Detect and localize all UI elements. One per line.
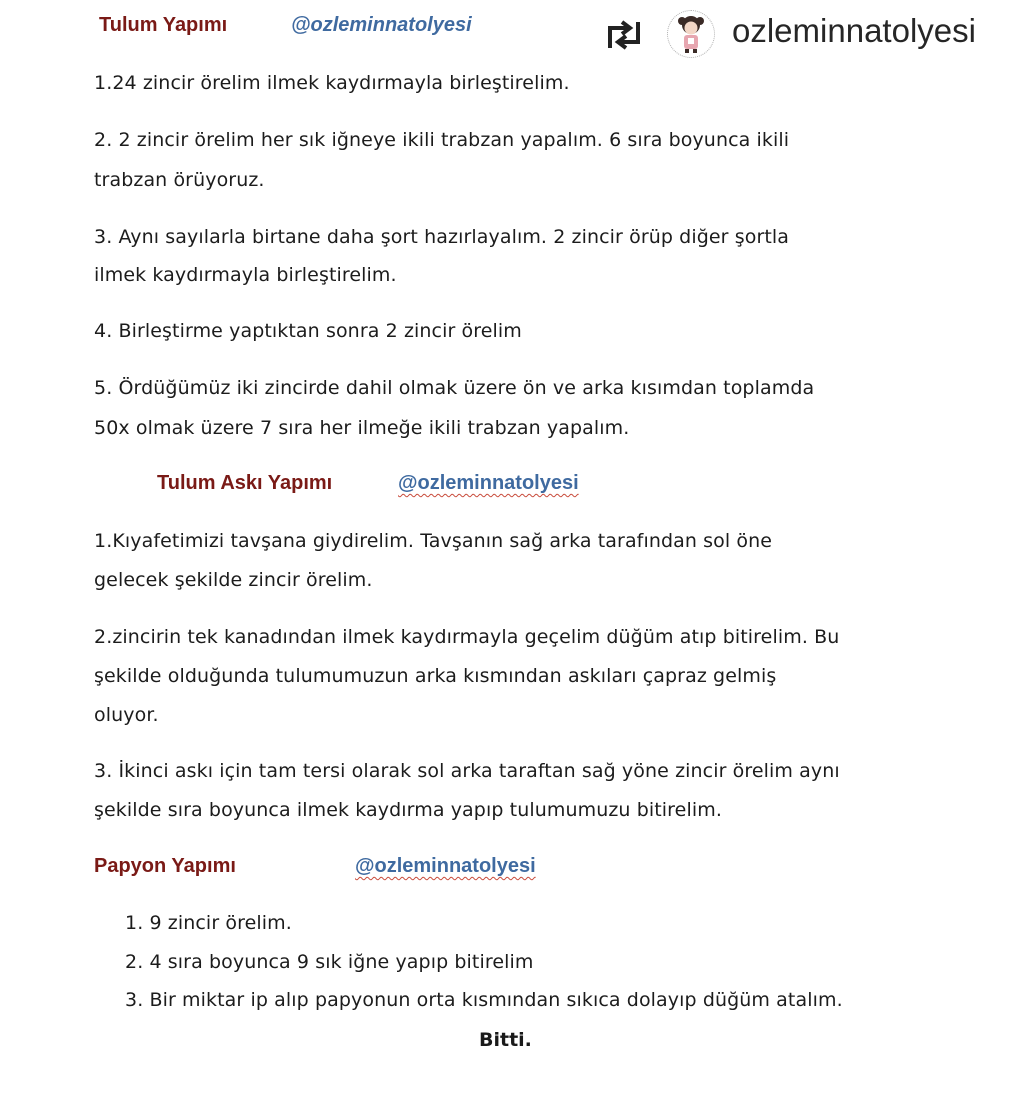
section-handle-aski: @ozleminnatolyesi [398,472,579,494]
step-line: ilmek kaydırmayla birleştirelim. [94,264,397,286]
section-title-papyon: Papyon Yapımı [94,855,236,877]
step-line: şekilde sıra boyunca ilmek kaydırma yapıp tulumumuzu bitirelim. [94,799,722,821]
step-line: 50x olmak üzere 7 sıra her ilmeğe ikili trabzan yapalım. [94,417,630,439]
step-line: şekilde olduğunda tulumumuzun arka kısmından askıları çapraz gelmiş [94,665,777,687]
step-line: 3. İkinci askı için tam tersi olarak sol arka taraftan sağ yöne zincir örelim aynı [94,760,840,782]
step-line: 2. 2 zincir örelim her sık iğneye ikili trabzan yapalım. 6 sıra boyunca ikili [94,129,790,151]
list-item: 1. 9 zincir örelim. [125,912,292,934]
step-line: 1.Kıyafetimizi tavşana giydirelim. Tavşanın sağ arka tarafından sol öne [94,530,773,552]
end-text: Bitti. [479,1029,532,1051]
step-line: 4. Birleştirme yaptıktan sonra 2 zincir örelim [94,320,522,342]
step-line: 3. Aynı sayılarla birtane daha şort hazırlayalım. 2 zincir örüp diğer şortla [94,226,790,248]
step-line: 5. Ördüğümüz iki zincirde dahil olmak üzere ön ve arka kısımdan toplamda [94,377,815,399]
step-line: gelecek şekilde zincir örelim. [94,569,373,591]
step-line: oluyor. [94,704,159,726]
list-item: 2. 4 sıra boyunca 9 sık iğne yapıp bitirelim [125,951,534,973]
section-title-aski: Tulum Askı Yapımı [157,472,333,494]
step-line: 2.zincirin tek kanadından ilmek kaydırmayla geçelim düğüm atıp bitirelim. Bu [94,626,840,648]
section-title-tulum: Tulum Yapımı [99,14,228,36]
section-handle-tulum: @ozleminnatolyesi [291,14,472,36]
doll-avatar-icon[interactable] [667,10,715,58]
section-handle-papyon: @ozleminnatolyesi [355,855,536,877]
repost-icon[interactable] [604,18,644,52]
list-item: 3. Bir miktar ip alıp papyonun orta kısmından sıkıca dolayıp düğüm atalım. [125,989,843,1011]
account-name[interactable]: ozleminnatolyesi [732,12,976,49]
step-line: 1.24 zincir örelim ilmek kaydırmayla birleştirelim. [94,72,570,94]
step-line: trabzan örüyoruz. [94,169,265,191]
